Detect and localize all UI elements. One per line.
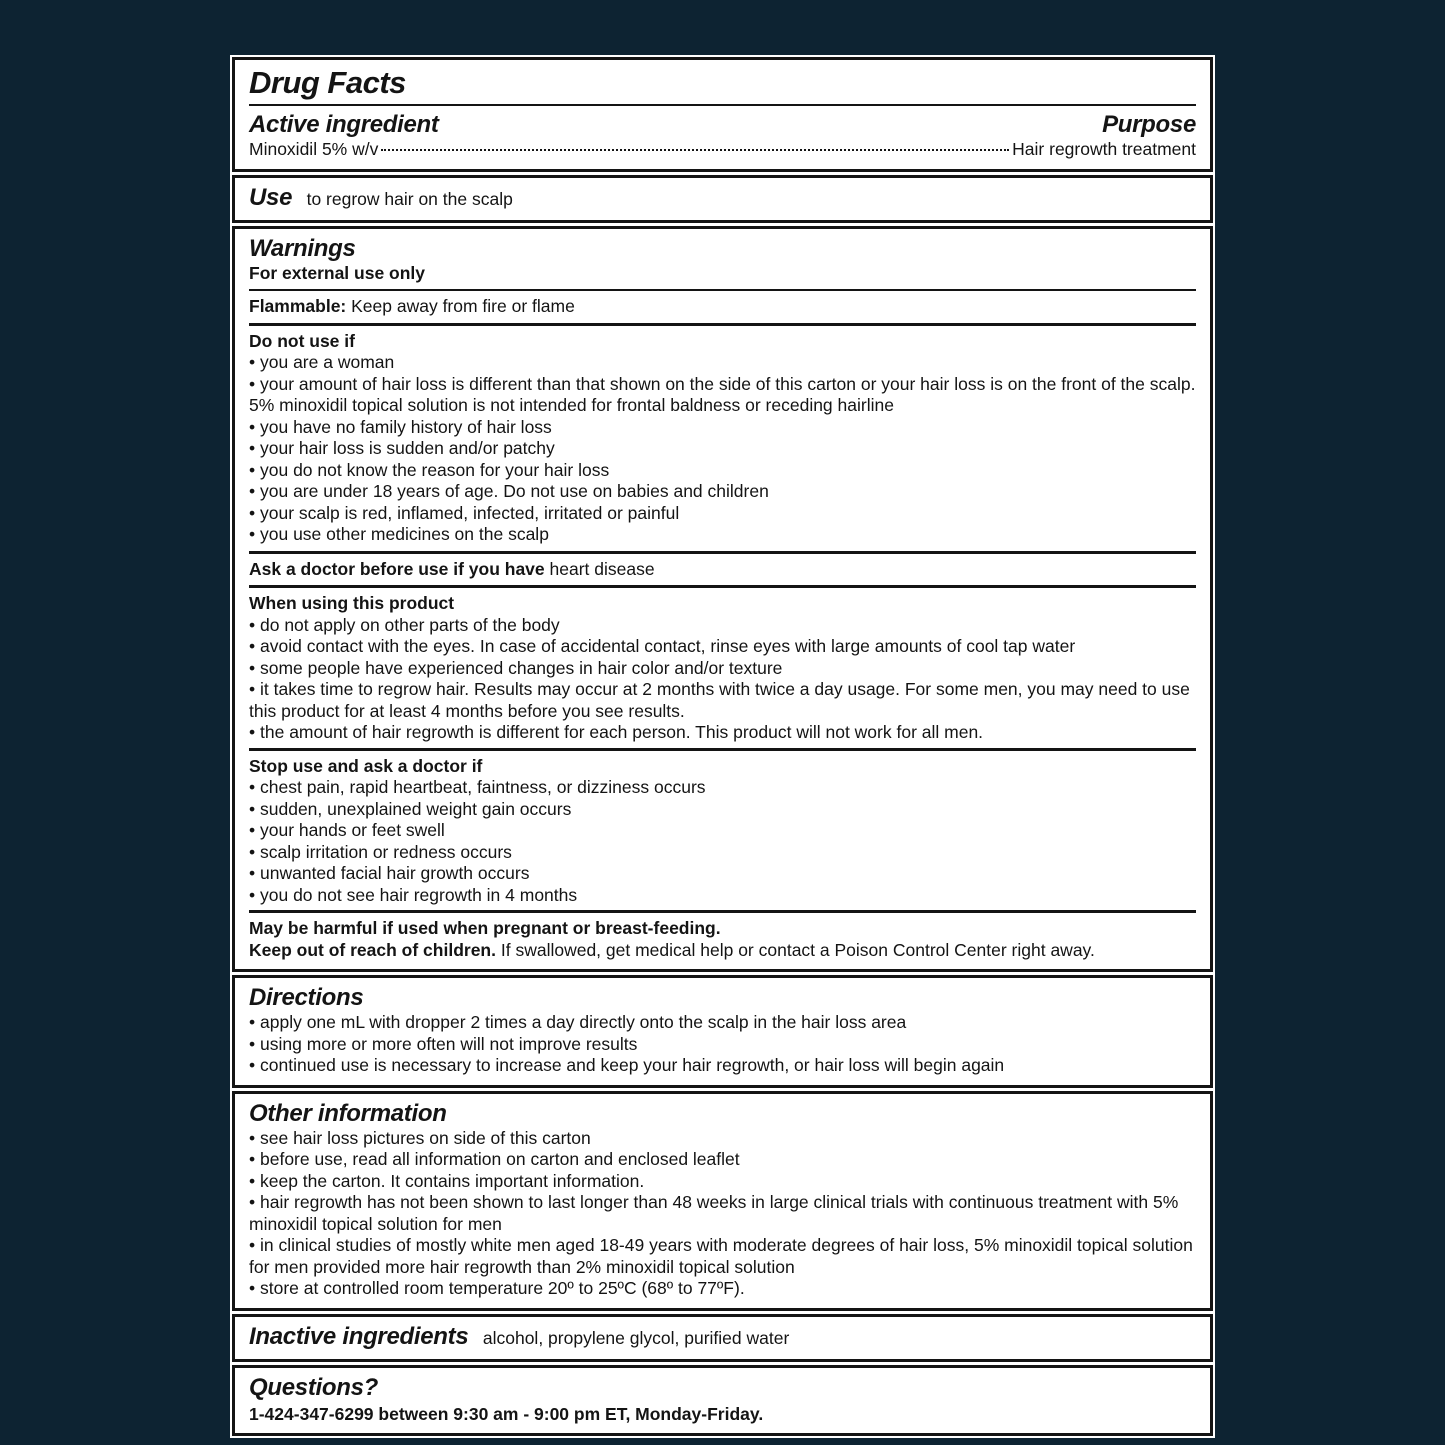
use-text: to regrow hair on the scalp	[306, 188, 513, 209]
directions-heading: Directions	[249, 984, 364, 1011]
bullet-item: • hair regrowth has not been shown to last longer than 48 weeks in large clinical trials with continuous treatment with 5% minoxidil topical solution for men	[249, 1192, 1196, 1235]
bullet-item: • you use other medicines on the scalp	[249, 524, 1196, 546]
bullet-item: • store at controlled room temperature 20º to 25ºC (68º to 77ºF).	[249, 1278, 1196, 1300]
ask-doctor-bold: Ask a doctor before use if you have	[249, 558, 545, 579]
bullet-item: • the amount of hair regrowth is different for each person. This product will not work for all men.	[249, 722, 1196, 744]
bullet-item: • do not apply on other parts of the body	[249, 615, 1196, 637]
warnings-heading: Warnings	[249, 234, 356, 262]
purpose-heading: Purpose	[1102, 111, 1196, 138]
keep-out-line	[249, 940, 1196, 962]
divider	[249, 104, 1196, 106]
ask-doctor-text: heart disease	[549, 558, 655, 579]
section-other-information	[232, 1091, 1213, 1311]
inactive-ingredients-heading: Inactive ingredients	[249, 1322, 469, 1350]
inactive-ingredients-text: alcohol, propylene glycol, purified water	[482, 1327, 790, 1348]
drug-facts-label	[230, 55, 1215, 1438]
stop-use-heading: Stop use and ask a doctor if	[249, 755, 483, 776]
divider	[249, 748, 1196, 751]
bullet-item: • sudden, unexplained weight gain occurs	[249, 799, 1196, 821]
bullet-item: • before use, read all information on carton and enclosed leaflet	[249, 1149, 1196, 1171]
bullet-item: • your hair loss is sudden and/or patchy	[249, 438, 1196, 460]
divider	[249, 585, 1196, 588]
divider	[249, 323, 1196, 326]
divider	[249, 551, 1196, 554]
bullet-item: • your scalp is red, inflamed, infected, irritated or painful	[249, 503, 1196, 525]
divider	[249, 910, 1196, 913]
keep-out-bold: Keep out of reach of children.	[249, 939, 496, 960]
active-ingredient-value: Minoxidil 5% w/v	[249, 139, 379, 159]
bullet-item: • scalp irritation or redness occurs	[249, 842, 1196, 864]
external-use-text: For external use only	[249, 262, 426, 283]
questions-phone-text: 1-424-347-6299 between 9:30 am - 9:00 pm ET, Monday-Friday.	[249, 1403, 764, 1424]
questions-heading: Questions?	[249, 1373, 379, 1401]
bullet-item: • chest pain, rapid heartbeat, faintness, or dizziness occurs	[249, 777, 1196, 799]
use-heading: Use	[249, 183, 293, 211]
active-ingredient-heading: Active ingredient	[249, 111, 439, 138]
section-directions	[232, 975, 1213, 1088]
flammable-text: Keep away from fire or flame	[351, 296, 575, 316]
active-ingredient-header-row	[249, 110, 1196, 139]
bullet-item: • you do not see hair regrowth in 4 months	[249, 885, 1196, 907]
drug-facts-title: Drug Facts	[249, 65, 406, 100]
flammable-label: Flammable:	[249, 296, 347, 316]
ask-doctor-line	[249, 559, 1196, 581]
divider	[249, 289, 1196, 291]
section-warnings	[232, 226, 1213, 973]
bullet-item: • continued use is necessary to increase and keep your hair regrowth, or hair loss will begin again	[249, 1055, 1196, 1077]
harmful-text: May be harmful if used when pregnant or breast-feeding.	[249, 918, 721, 938]
bullet-item: • in clinical studies of mostly white men aged 18-49 years with moderate degrees of hair loss, 5% minoxidil topical solution for men provided more hair regrowth than 2% minoxidil topical solution	[249, 1235, 1196, 1278]
bullet-item: • it takes time to regrow hair. Results may occur at 2 months with twice a day usage. For some men, you may need to use this product for at least 4 months before you see results.	[249, 679, 1196, 722]
bullet-item: • some people have experienced changes in hair color and/or texture	[249, 658, 1196, 680]
dot-leader	[381, 149, 1009, 151]
section-questions	[232, 1365, 1213, 1437]
keep-out-text: If swallowed, get medical help or contact a Poison Control Center right away.	[500, 939, 1095, 960]
bullet-item: • your amount of hair loss is different than that shown on the side of this carton or your hair loss is on the front of the scalp. 5% minoxidil topical solution is not intended for frontal baldness or receding hairline	[249, 374, 1196, 417]
bullet-item: • you have no family history of hair loss	[249, 417, 1196, 439]
bullet-item: • unwanted facial hair growth occurs	[249, 863, 1196, 885]
other-information-heading: Other information	[249, 1099, 447, 1127]
purpose-value: Hair regrowth treatment	[1012, 139, 1196, 159]
bullet-item: • keep the carton. It contains important information.	[249, 1171, 1196, 1193]
bullet-item: • apply one mL with dropper 2 times a day directly onto the scalp in the hair loss area	[249, 1012, 1196, 1034]
section-use	[232, 175, 1213, 223]
bullet-item: • you do not know the reason for your hair loss	[249, 460, 1196, 482]
do-not-use-heading: Do not use if	[249, 330, 355, 351]
bullet-item: • using more or more often will not improve results	[249, 1034, 1196, 1056]
section-inactive-ingredients	[232, 1314, 1213, 1362]
when-using-heading: When using this product	[249, 593, 455, 613]
bullet-item: • see hair loss pictures on side of this carton	[249, 1128, 1196, 1150]
active-ingredient-value-row	[249, 139, 1196, 161]
flammable-line	[249, 296, 1196, 318]
section-title-active-ingredient	[232, 57, 1213, 172]
bullet-item: • avoid contact with the eyes. In case of accidental contact, rinse eyes with large amounts of cool tap water	[249, 636, 1196, 658]
bullet-item: • you are a woman	[249, 352, 1196, 374]
bullet-item: • you are under 18 years of age. Do not use on babies and children	[249, 481, 1196, 503]
bullet-item: • your hands or feet swell	[249, 820, 1196, 842]
